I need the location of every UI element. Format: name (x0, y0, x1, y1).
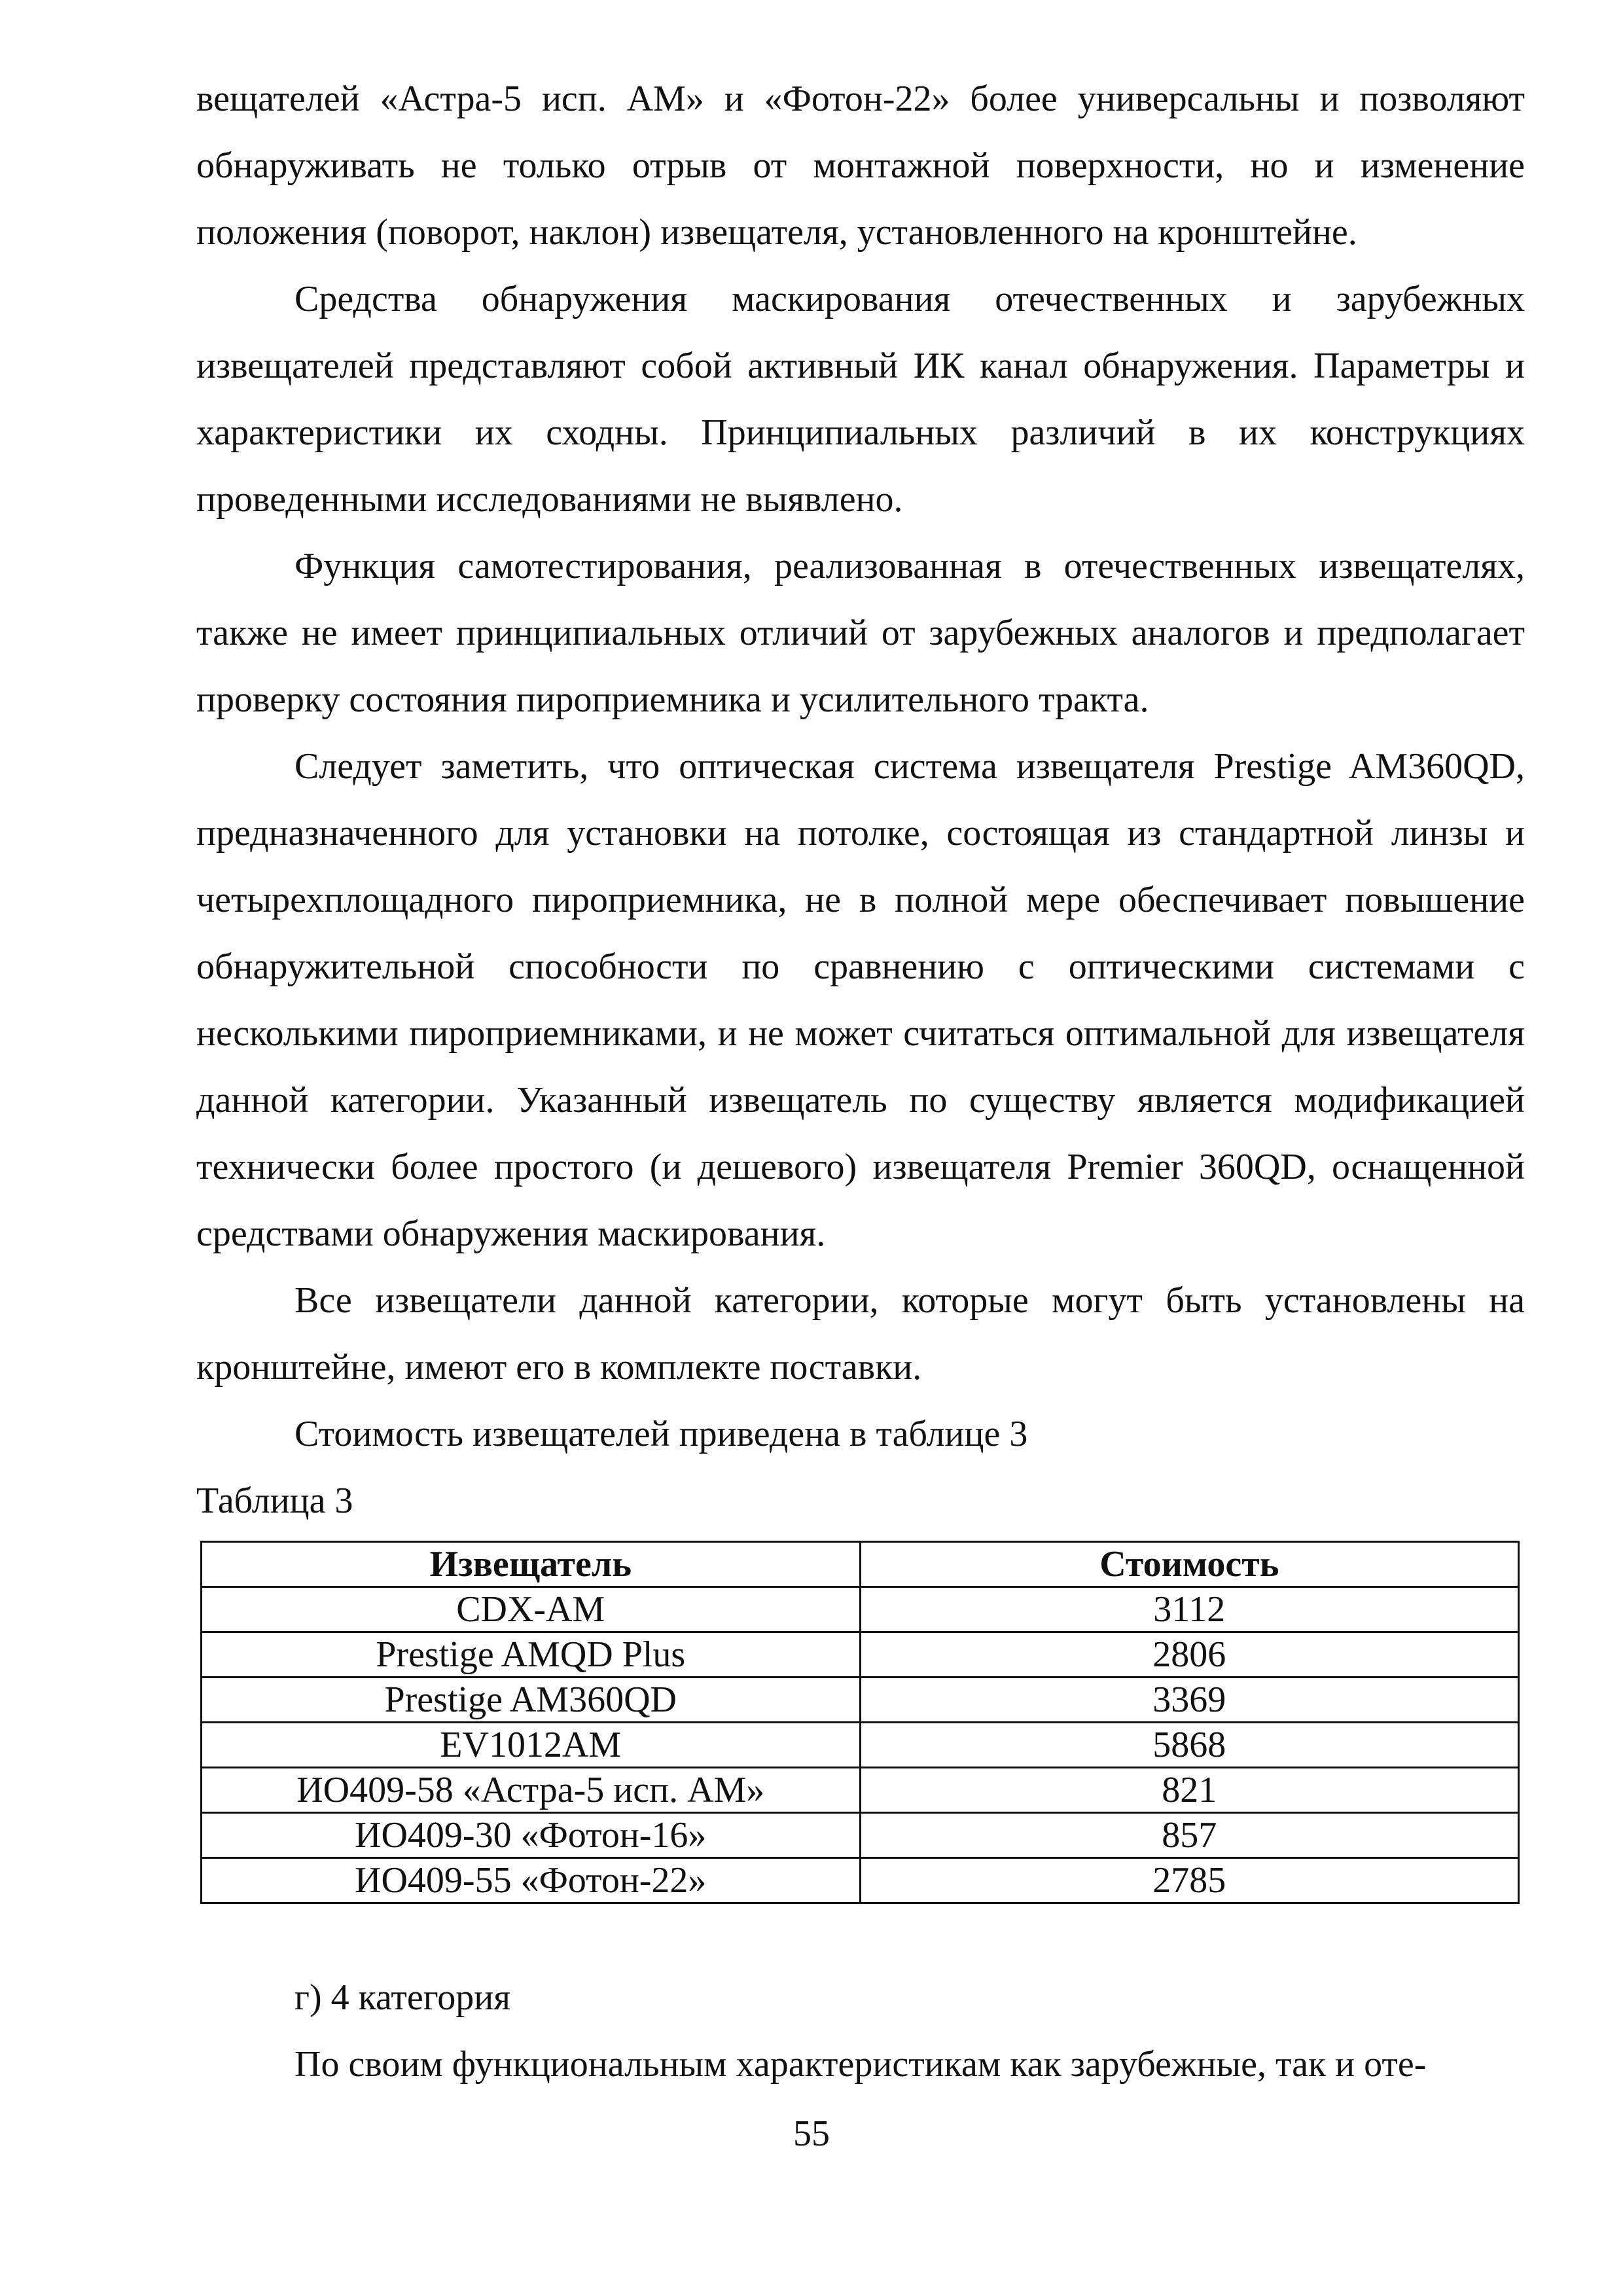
detector-name-cell: ИО409-58 «Астра-5 исп. АМ» (202, 1768, 861, 1813)
table-row (202, 1587, 1519, 1632)
paragraph-continuation: вещателей «Астра-5 исп. АМ» и «Фотон-22» более универсальны и позволяют обнаруживать не только отрыв от монтажной поверхности, но и изменение положения (поворот, наклон) извещателя, установленного на кронштейне. (196, 79, 1525, 253)
detector-name-cell: ИО409-30 «Фотон-16» (202, 1813, 861, 1858)
paragraph-bracket: Все извещатели данной категории, которые могут быть установлены на кронштейне, имеют его в комплекте поставки. (196, 1280, 1525, 1388)
cost-cell: 857 (860, 1813, 1519, 1858)
table-header-row (202, 1542, 1519, 1587)
paragraph-cost-intro: Стоимость извещателей приведена в таблице 3 (294, 1414, 1028, 1454)
cost-cell: 5868 (860, 1723, 1519, 1768)
table-row (202, 1813, 1519, 1858)
cost-cell: 821 (860, 1768, 1519, 1813)
paragraph-self-test: Функция самотестирования, реализованная в отечественных извещателях, также не имеет принципиальных отличий от зарубежных аналогов и предполагает проверку состояния пироприемника и усилительного тракта. (196, 546, 1525, 720)
table-row (202, 1768, 1519, 1813)
paragraph-masking-detection: Средства обнаружения маскирования отечественных и зарубежных извещателей представляют собой активный ИК канал обнаружения. Параметры и характеристики их сходны. Принципиальных различий в их конструкциях проведенными исследованиями не выявлено. (196, 279, 1525, 520)
table-row (202, 1723, 1519, 1768)
table-row (202, 1858, 1519, 1903)
section-heading-category-4: г) 4 категория (294, 1977, 511, 2018)
cost-cell: 3112 (860, 1587, 1519, 1632)
cost-cell: 3369 (860, 1677, 1519, 1723)
header-detector: Извещатель (202, 1542, 861, 1587)
detector-name-cell: EV1012AM (202, 1723, 861, 1768)
table-row (202, 1677, 1519, 1723)
page-body (196, 65, 1525, 2098)
price-table (200, 1541, 1520, 1904)
table-row (202, 1632, 1519, 1677)
detector-name-cell: ИО409-55 «Фотон-22» (202, 1858, 861, 1903)
header-cost: Стоимость (860, 1542, 1519, 1587)
cost-cell: 2785 (860, 1858, 1519, 1903)
detector-name-cell: Prestige AM360QD (202, 1677, 861, 1723)
table-caption: Таблица 3 (196, 1480, 353, 1521)
cost-cell: 2806 (860, 1632, 1519, 1677)
detector-name-cell: CDX-AM (202, 1587, 861, 1632)
page-number: 55 (793, 2113, 830, 2154)
paragraph-optical-system: Следует заметить, что оптическая система извещателя Prestige AM360QD, предназначенного для установки на потолке, состоящая из стандартной линзы и четырехплощадного пироприемника, не в полной мере обеспечивает повышение обнаружительной способности по сравнению с оптическими системами с несколькими пироприемниками, и не может считаться оптимальной для извещателя данной категории. Указанный извещатель по существу является модификацией технически более простого (и дешевого) извещателя Premier 360QD, оснащенной средствами обнаружения маскирования. (196, 746, 1525, 1254)
detector-name-cell: Prestige AMQD Plus (202, 1632, 861, 1677)
paragraph-category-4-intro: По своим функциональным характеристикам как зарубежные, так и оте- (294, 2044, 1427, 2085)
